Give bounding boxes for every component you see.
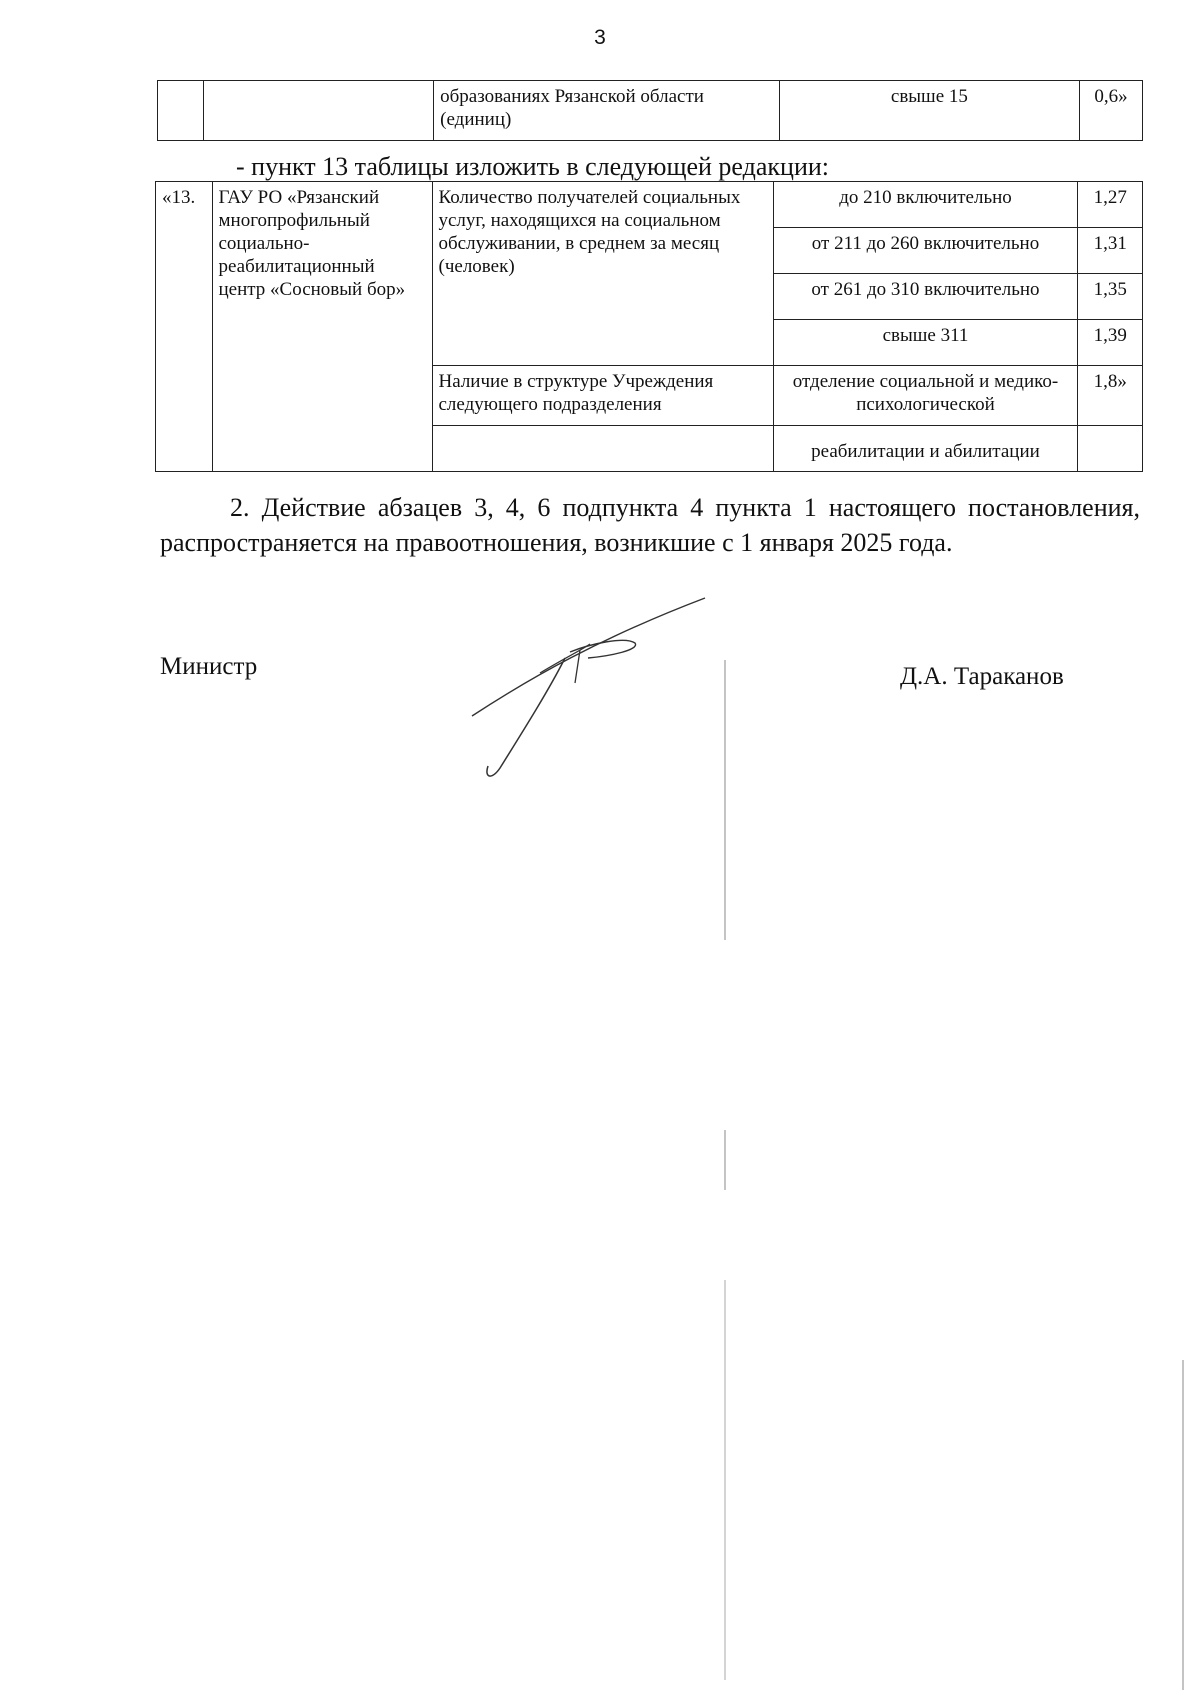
cell-condition: от 261 до 310 включительно	[773, 274, 1078, 320]
signature-image	[470, 588, 720, 788]
cell-empty	[432, 426, 773, 472]
cell-condition: свыше 311	[773, 320, 1078, 366]
cell-condition: свыше 15	[779, 81, 1079, 141]
table-item-13	[155, 181, 1143, 472]
cell-org	[203, 81, 433, 141]
cell-condition: отделение социальной и медико-психологической	[773, 366, 1078, 426]
page-number: 3	[594, 26, 606, 49]
scan-artifact	[724, 1130, 726, 1190]
scan-artifact	[1182, 1360, 1184, 1690]
table-row	[156, 182, 1143, 228]
cell-coefficient: 1,31	[1078, 228, 1143, 274]
cell-condition: реабилитации и абилитации	[773, 426, 1078, 472]
cell-num: «13.	[156, 182, 213, 472]
cell-coefficient: 1,27	[1078, 182, 1143, 228]
cell-condition: до 210 включительно	[773, 182, 1078, 228]
cell-num	[158, 81, 204, 141]
scan-artifact	[724, 660, 726, 940]
cell-empty	[1078, 426, 1143, 472]
cell-org: ГАУ РО «Рязанский многопрофильный социально-реабилитационный центр «Сосновый бор»	[212, 182, 432, 472]
cell-condition: от 211 до 260 включительно	[773, 228, 1078, 274]
signer-title: Министр	[160, 653, 258, 680]
table-row	[158, 81, 1143, 141]
cell-coefficient: 0,6»	[1079, 81, 1142, 141]
cell-coefficient: 1,8»	[1078, 366, 1143, 426]
amendment-intro: - пункт 13 таблицы изложить в следующей редакции:	[236, 152, 829, 181]
paragraph-2-text: 2. Действие абзацев 3, 4, 6 подпункта 4 пункта 1 настоящего постановления, распространяется на правоотношения, возникшие с 1 января 2025 года.	[160, 493, 1140, 557]
signer-name: Д.А. Тараканов	[900, 663, 1064, 690]
cell-coefficient: 1,39	[1078, 320, 1143, 366]
cell-indicator-2: Наличие в структуре Учреждения следующего подразделения	[432, 366, 773, 426]
cell-indicator-1: Количество получателей социальных услуг, находящихся на социальном обслуживании, в среднем за месяц (человек)	[432, 182, 773, 366]
paragraph-2	[160, 490, 1140, 560]
cell-coefficient: 1,35	[1078, 274, 1143, 320]
scan-artifact	[724, 1280, 726, 1680]
cell-indicator: образованиях Рязанской области (единиц)	[434, 81, 780, 141]
table-continuation	[157, 80, 1143, 141]
